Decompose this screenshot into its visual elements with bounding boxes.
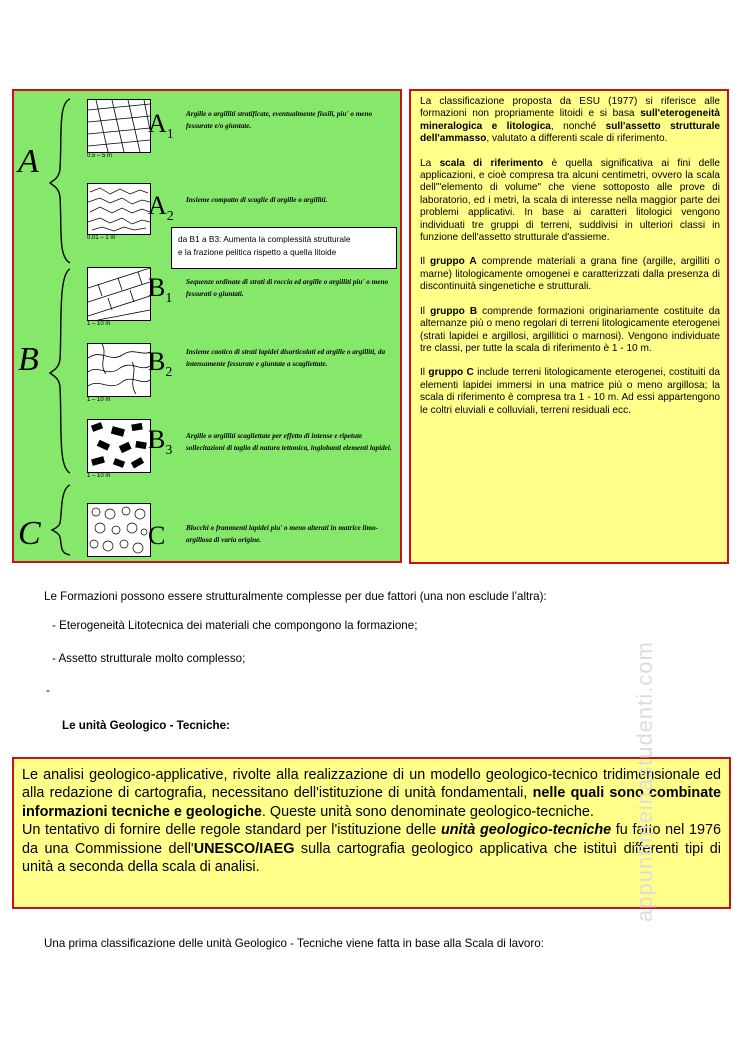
group-letter-b: B (18, 341, 39, 378)
a1-scale: 0.5 – 5 m (87, 153, 113, 159)
group-letter-c: C (18, 515, 41, 552)
group-letter-a: A (18, 143, 39, 180)
esu-classification-box (409, 89, 729, 564)
esu-paragraph-5: Il gruppo C include terreni litologicamente eterogenei, costituiti da elementi lapidei immersi in una matrice più o meno argillosa; la scala di riferimento è compresa tra 1 - 10 m. Ad essi appartengono le coltri eluviali e colluviali, terreni residuali ecc. (420, 367, 721, 416)
c-texture-icon (87, 503, 151, 557)
a2-description: Insieme compatto di scaglie di argille o argilliti. (186, 196, 328, 204)
a1-description: Argille o argilliti stratificate, eventualmente fissili, piu' o meno fessurate e/o giuntate. (186, 110, 373, 130)
a2-code: $A_2$ (148, 191, 174, 225)
geotechnical-units-box: Le analisi geologico-applicative, rivolte alla realizzazione di un modello geologico-tecnico tridimensionale ed alla redazione di cartografia, necessitano dell'istituzione di unità fondamentali, nelle quali sono combinate informazioni tecniche e geologiche. Queste unità sono denominate geologico-tecniche. Un tentativo di fornire delle regole standard per l'istituzione delle unità geologico-tecniche fu fatto nel 1976 da una Commissione dell'UNESCO/IAEG sulla cartografia geologico applicativa che istituì differenti tipi di unità a seconda della scala di analisi. (12, 757, 731, 909)
b2-texture-icon (87, 343, 151, 397)
b1-scale: 1 – 10 m (87, 321, 111, 327)
group-braces (48, 97, 74, 557)
structural-complexity-figure (12, 89, 402, 563)
b1-description: Sequenze ordinate di strati di roccia ed argille o argilliti piu' o meno fessurati o giuntati. (186, 278, 389, 298)
esu-paragraph-4: Il gruppo B comprende formazioni originariamente costituite da alternanze più o meno regolari di terreni litologicamente eterogenei (strati lapidei e argillosi, argillitici o marnosi). Vengono individuate tre classi, per tutte la scala di riferimento è 1 - 10 m. (420, 305, 720, 354)
a2-texture-icon (87, 183, 151, 235)
b3-code: $B_3$ (148, 425, 173, 459)
intro-line: Le Formazioni possono essere strutturalmente complesse per due fattori (una non esclude l’altra): (44, 590, 547, 603)
a2-scale: 0.01 – 1 m (87, 235, 116, 241)
b3-scale: 1 – 10 m (87, 473, 111, 479)
esu-paragraph-1: La classificazione proposta da ESU (1977) si riferisce alle formazioni non propriamente litoidi e si basa sull'eterogeneità mineralogica e litologica, nonché sull'assetto strutturale dell'ammasso, valutato a differenti scale di riferimento. (420, 96, 720, 145)
b1-code: $B_1$ (148, 273, 173, 307)
callout-box (171, 227, 397, 269)
callout-line-2: e la frazione pelitica rispetto a quella litoide (178, 247, 337, 257)
b1-texture-icon (87, 267, 151, 321)
c-description: Blocchi o frammenti lapidei piu' o meno alterati in matrice limo-argillosa di varia origine. (186, 524, 379, 544)
b3-texture-icon (87, 419, 151, 473)
c-code: C (148, 521, 166, 550)
b2-scale: 1 – 10 m (87, 397, 111, 403)
b2-code: $B_2$ (148, 347, 173, 381)
b3-description: Argille o argilliti scagliettate per effetto di intense e ripetute sollecitazioni di taglio di natura tettonica, inglobanti elementi lapidei. (186, 432, 392, 452)
section-heading: Le unità Geologico - Tecniche: (62, 719, 230, 732)
closing-line: Una prima classificazione delle unità Geologico - Tecniche viene fatta in base alla Scala di lavoro: (44, 937, 544, 950)
a1-texture-icon (87, 99, 151, 153)
bullet-assetto: - Assetto strutturale molto complesso; (52, 652, 246, 665)
bullet-eterogeneita: - Eterogeneità Litotecnica dei materiali che compongono la formazione; (52, 619, 418, 632)
callout-line-1: da B1 a B3: Aumenta la complessità strutturale (178, 234, 351, 244)
esu-paragraph-2: La scala di riferimento è quella significativa ai fini delle applicazioni, e cioè compresa tra alcuni centimetri, ovvero la scala dell'"elemento di volume" che viene sottoposto alle prove di laboratorio, ed i metri, la scala di interesse nella maggior parte dei problemi applicativi. In base ai caratteri litologici vengono individuati tre gruppi di terreni, suddivisi in ulteriori classi in funzione dell'assetto strutturale d'assieme. (420, 157, 720, 244)
esu-paragraph-3: Il gruppo A comprende materiali a grana fine (argille, argilliti o marne) litologicamente omogenei e caratterizzati dalla presenza di discontinuità singenetiche e strutturali. (420, 256, 720, 293)
b2-description: Insieme caotico di strati lapidei disarticolati ed argille o argilliti, da intensamente fessurate e giuntate a scagliettate. (186, 348, 386, 368)
watermark: appuntimeinastudenti.com (632, 641, 657, 922)
bullet-empty: - (46, 684, 50, 697)
a1-code: $A_1$ (148, 109, 174, 143)
